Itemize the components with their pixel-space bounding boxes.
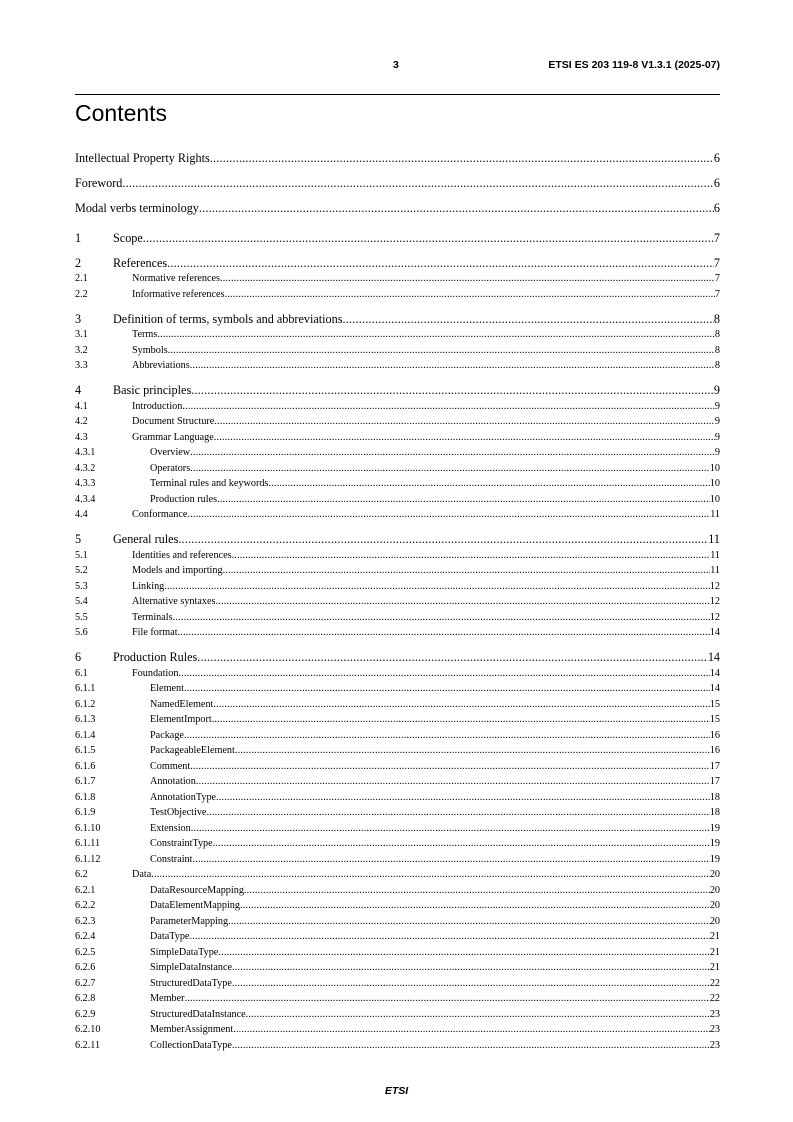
toc-entry-page: 6 <box>713 176 720 190</box>
toc-entry-page: 18 <box>709 791 720 803</box>
page-header <box>75 56 720 76</box>
toc-entry-number: 2.1 <box>75 273 88 284</box>
toc-entry-number: 4.1 <box>75 400 88 412</box>
toc-entry-number: 6.2.9 <box>75 1008 96 1020</box>
page-title: Contents <box>75 100 168 126</box>
toc-dot-leader <box>244 883 710 899</box>
toc-entry-title: ParameterMapping <box>150 915 229 927</box>
toc-entry-number: 6.1.9 <box>75 807 96 818</box>
toc-entry-page: 19 <box>709 853 720 865</box>
toc-entry-title: Symbols <box>132 344 168 356</box>
toc-dot-leader <box>217 492 710 508</box>
toc-dot-leader <box>191 383 714 399</box>
toc-entry-page: 17 <box>709 776 720 787</box>
toc-entry-page: 20 <box>709 900 720 911</box>
toc-dot-leader <box>178 625 710 641</box>
toc-dot-leader <box>232 548 711 564</box>
toc-entry[interactable] <box>75 171 720 196</box>
toc-dot-leader <box>157 327 715 343</box>
toc-entry-title: File format <box>132 627 178 638</box>
toc-entry-title: StructuredDataType <box>150 977 232 989</box>
toc-entry[interactable] <box>75 231 720 247</box>
toc-entry-title: Foreword <box>75 176 123 190</box>
toc-entry[interactable] <box>75 666 720 682</box>
toc-entry-title: AnnotationType <box>150 791 217 803</box>
toc-entry-number: 5.5 <box>75 611 88 623</box>
toc-dot-leader <box>235 743 710 759</box>
toc-entry[interactable] <box>75 681 720 697</box>
toc-entry[interactable] <box>75 728 720 744</box>
toc-entry-page: 9 <box>714 447 720 458</box>
toc-entry-page: 18 <box>709 807 720 818</box>
toc-entry-title: Conformance <box>132 509 188 520</box>
toc-entry-page: 23 <box>709 1039 720 1051</box>
toc-entry-title: Alternative syntaxes <box>132 596 216 607</box>
toc-entry-page: 23 <box>709 1024 720 1035</box>
toc-entry-number: 1 <box>75 230 82 245</box>
toc-entry-page: 15 <box>709 698 720 710</box>
toc-entry-number: 6.2.11 <box>75 1039 101 1051</box>
toc-dot-leader <box>196 774 710 790</box>
toc-entry-number: 6.1 <box>75 667 88 679</box>
toc-entry-page: 7 <box>713 255 720 270</box>
toc-entry[interactable] <box>75 476 720 492</box>
toc-entry[interactable] <box>75 960 720 976</box>
toc-entry-page: 9 <box>714 416 720 427</box>
toc-dot-leader <box>343 312 714 328</box>
toc-dot-leader <box>210 146 714 171</box>
table-of-contents <box>75 146 720 1053</box>
toc-entry-page: 22 <box>709 993 720 1004</box>
toc-entry-page: 20 <box>709 915 720 927</box>
toc-entry-page: 7 <box>714 288 720 300</box>
toc-entry-title: Annotation <box>150 776 196 787</box>
toc-entry-page: 14 <box>707 650 720 664</box>
toc-entry[interactable] <box>75 743 720 759</box>
toc-entry-page: 11 <box>708 532 720 546</box>
toc-dot-leader <box>190 759 710 775</box>
toc-dot-leader <box>214 430 715 446</box>
toc-dot-leader <box>206 805 709 821</box>
toc-dot-leader <box>199 196 714 221</box>
toc-entry-number: 4.2 <box>75 416 88 427</box>
toc-entry[interactable] <box>75 287 720 303</box>
page-number: 3 <box>393 59 399 71</box>
page-footer: ETSI <box>384 1085 409 1097</box>
toc-entry-title: DataElementMapping <box>150 900 240 911</box>
toc-entry[interactable] <box>75 610 720 626</box>
toc-entry-number: 6.2.2 <box>75 900 96 911</box>
toc-entry-page: 8 <box>713 311 720 326</box>
toc-entry[interactable] <box>75 399 720 415</box>
toc-entry-title: Data <box>132 869 152 880</box>
toc-entry[interactable] <box>75 532 720 548</box>
toc-entry-title: SimpleDataInstance <box>150 962 233 973</box>
toc-entry-page: 14 <box>709 683 720 694</box>
toc-entry[interactable] <box>75 445 720 461</box>
toc-entry-title: MemberAssignment <box>150 1024 234 1035</box>
toc-entry-page: 19 <box>709 822 720 834</box>
toc-entry-page: 14 <box>709 627 720 638</box>
toc-entry[interactable] <box>75 945 720 961</box>
toc-dot-leader <box>143 231 714 247</box>
toc-entry-number: 5.6 <box>75 627 88 638</box>
toc-dot-leader <box>168 343 715 359</box>
document-id: ETSI ES 203 119-8 V1.3.1 (2025-07) <box>548 59 720 71</box>
toc-entry-number: 6.1.11 <box>75 838 101 849</box>
header-rule <box>75 94 720 95</box>
toc-entry-number: 6.1.8 <box>75 791 96 803</box>
toc-entry[interactable] <box>75 563 720 579</box>
toc-dot-leader <box>214 414 715 430</box>
toc-entry-title: Production rules <box>150 493 218 505</box>
toc-entry-page: 12 <box>709 596 720 607</box>
toc-entry[interactable] <box>75 976 720 992</box>
toc-entry-number: 6.2.10 <box>75 1024 101 1035</box>
toc-entry-title: Terminals <box>132 611 173 623</box>
toc-entry-number: 5 <box>75 532 82 546</box>
toc-dot-leader <box>268 476 709 492</box>
toc-entry-page: 17 <box>709 760 720 772</box>
toc-entry[interactable] <box>75 196 720 221</box>
toc-entry-title: Modal verbs terminology <box>75 201 199 215</box>
toc-entry-page: 6 <box>713 151 720 165</box>
toc-entry-number: 6.2.5 <box>75 946 96 958</box>
toc-dot-leader <box>151 867 710 883</box>
toc-dot-leader <box>173 610 710 626</box>
toc-entry[interactable] <box>75 383 720 399</box>
toc-entry-page: 14 <box>709 667 720 679</box>
toc-dot-leader <box>192 852 709 868</box>
toc-entry-page: 12 <box>709 580 720 592</box>
toc-entry[interactable] <box>75 430 720 446</box>
toc-dot-leader <box>190 358 715 374</box>
toc-entry-number: 4.3.4 <box>75 493 96 505</box>
toc-entry-number: 4.3.2 <box>75 462 96 474</box>
toc-entry-title: Element <box>150 683 184 694</box>
toc-entry[interactable] <box>75 790 720 806</box>
toc-entry[interactable] <box>75 358 720 374</box>
toc-entry[interactable] <box>75 1007 720 1023</box>
toc-dot-leader <box>246 1007 710 1023</box>
toc-entry-page: 23 <box>709 1008 720 1020</box>
toc-entry-number: 5.2 <box>75 565 88 576</box>
toc-entry-title: SimpleDataType <box>150 946 219 958</box>
toc-entry[interactable] <box>75 594 720 610</box>
toc-entry[interactable] <box>75 821 720 837</box>
toc-entry-page: 9 <box>714 400 720 412</box>
toc-entry-page: 11 <box>710 549 720 561</box>
toc-entry-title: Informative references <box>132 288 225 300</box>
toc-entry-page: 8 <box>714 329 720 340</box>
toc-entry-number: 3.3 <box>75 360 88 371</box>
toc-entry-title: DataType <box>150 931 190 942</box>
toc-entry-title: Linking <box>132 580 165 592</box>
toc-entry-page: 10 <box>709 493 720 505</box>
toc-entry-number: 3.2 <box>75 344 88 356</box>
toc-entry-page: 20 <box>709 869 720 880</box>
toc-entry-number: 4.3.3 <box>75 478 96 489</box>
toc-entry-title: ElementImport <box>150 714 212 725</box>
toc-entry-title: CollectionDataType <box>150 1039 232 1051</box>
toc-dot-leader <box>232 1038 710 1054</box>
toc-dot-leader <box>189 929 709 945</box>
toc-entry[interactable] <box>75 625 720 641</box>
toc-entry-page: 10 <box>709 478 720 489</box>
toc-entry-title: Scope <box>113 230 143 245</box>
toc-entry[interactable] <box>75 991 720 1007</box>
toc-entry[interactable] <box>75 759 720 775</box>
toc-entry-title: Introduction <box>132 400 183 412</box>
toc-entry-number: 6.1.12 <box>75 853 101 865</box>
toc-entry[interactable] <box>75 836 720 852</box>
toc-entry-page: 10 <box>709 462 720 474</box>
toc-entry-number: 6.1.4 <box>75 729 96 741</box>
toc-entry-title: Document Structure <box>132 416 215 427</box>
toc-entry-number: 6.2.3 <box>75 915 96 927</box>
toc-entry-title: Intellectual Property Rights <box>75 151 210 165</box>
toc-entry[interactable] <box>75 852 720 868</box>
toc-dot-leader <box>212 712 710 728</box>
toc-dot-leader <box>223 563 711 579</box>
toc-entry-number: 4.3 <box>75 431 88 443</box>
toc-entry[interactable] <box>75 898 720 914</box>
toc-entry-number: 4 <box>75 383 82 397</box>
toc-dot-leader <box>220 271 715 287</box>
toc-entry[interactable] <box>75 805 720 821</box>
toc-entry-number: 5.3 <box>75 580 88 592</box>
toc-entry[interactable] <box>75 256 720 272</box>
toc-entry[interactable] <box>75 712 720 728</box>
toc-dot-leader <box>167 256 714 272</box>
toc-entry[interactable] <box>75 312 720 328</box>
toc-entry-page: 21 <box>709 946 720 958</box>
toc-entry-number: 6.2.8 <box>75 993 96 1004</box>
toc-entry-page: 12 <box>709 611 720 623</box>
toc-entry-number: 3.1 <box>75 329 88 340</box>
toc-entry-title: Identities and references <box>132 549 232 561</box>
toc-entry-title: Terminal rules and keywords <box>150 478 269 489</box>
toc-entry-title: Abbreviations <box>132 360 190 371</box>
toc-entry-number: 6.2.4 <box>75 931 96 942</box>
toc-entry-title: Models and importing <box>132 565 223 576</box>
toc-entry[interactable] <box>75 883 720 899</box>
toc-entry-title: Overview <box>150 447 191 458</box>
toc-entry[interactable] <box>75 146 720 171</box>
toc-entry[interactable] <box>75 914 720 930</box>
toc-dot-leader <box>228 914 710 930</box>
toc-dot-leader <box>213 697 709 713</box>
toc-dot-leader <box>197 650 708 666</box>
toc-entry-title: Grammar Language <box>132 431 214 443</box>
toc-entry-number: 2 <box>75 255 82 270</box>
toc-dot-leader <box>184 681 710 697</box>
toc-dot-leader <box>224 287 714 303</box>
toc-entry-title: ConstraintType <box>150 838 213 849</box>
toc-entry-page: 6 <box>713 201 720 215</box>
toc-dot-leader <box>190 461 710 477</box>
toc-entry-page: 7 <box>713 230 720 245</box>
toc-entry[interactable] <box>75 774 720 790</box>
toc-entry-title: Normative references <box>132 273 220 284</box>
toc-dot-leader <box>122 171 714 196</box>
toc-entry-number: 6.2.1 <box>75 884 96 896</box>
toc-entry[interactable] <box>75 548 720 564</box>
toc-entry-title: Definition of terms, symbols and abbreviations <box>113 311 343 326</box>
toc-dot-leader <box>216 790 710 806</box>
toc-entry-title: Basic principles <box>113 383 192 397</box>
toc-entry[interactable] <box>75 492 720 508</box>
toc-dot-leader <box>164 579 710 595</box>
toc-entry-page: 9 <box>713 383 720 397</box>
toc-entry-number: 3 <box>75 311 82 326</box>
toc-entry-number: 6.1.1 <box>75 683 96 694</box>
toc-entry-title: PackageableElement <box>150 745 235 756</box>
toc-dot-leader <box>182 399 715 415</box>
toc-dot-leader <box>187 507 710 523</box>
toc-entry-page: 21 <box>709 931 720 942</box>
toc-entry[interactable] <box>75 929 720 945</box>
toc-entry[interactable] <box>75 461 720 477</box>
toc-entry[interactable] <box>75 1038 720 1054</box>
toc-entry[interactable] <box>75 271 720 287</box>
toc-entry[interactable] <box>75 697 720 713</box>
toc-entry-title: Terms <box>132 329 158 340</box>
toc-entry-title: Production Rules <box>113 650 198 664</box>
toc-entry[interactable] <box>75 343 720 359</box>
toc-entry-title: Extension <box>150 822 191 834</box>
toc-entry-page: 8 <box>714 360 720 371</box>
toc-entry-number: 6.2.6 <box>75 962 96 973</box>
toc-entry-page: 16 <box>709 745 720 756</box>
toc-entry-number: 6.2 <box>75 869 88 880</box>
toc-entry-title: References <box>113 255 168 270</box>
toc-entry-number: 4.4 <box>75 509 88 520</box>
toc-dot-leader <box>215 594 709 610</box>
toc-entry-page: 11 <box>710 565 720 576</box>
toc-entry-number: 4.3.1 <box>75 447 96 458</box>
toc-entry-title: DataResourceMapping <box>150 884 244 896</box>
toc-entry-title: Member <box>150 993 185 1004</box>
toc-entry[interactable] <box>75 1022 720 1038</box>
toc-entry-page: 15 <box>709 714 720 725</box>
toc-entry-number: 6.1.7 <box>75 776 96 787</box>
toc-entry[interactable] <box>75 327 720 343</box>
toc-entry[interactable] <box>75 414 720 430</box>
toc-entry-title: Constraint <box>150 853 193 865</box>
toc-entry-title: Package <box>150 729 184 741</box>
toc-entry-title: NamedElement <box>150 698 214 710</box>
toc-entry[interactable] <box>75 867 720 883</box>
toc-entry-title: General rules <box>113 532 179 546</box>
toc-entry-page: 16 <box>709 729 720 741</box>
toc-entry-title: Foundation <box>132 667 179 679</box>
toc-entry-page: 11 <box>710 509 720 520</box>
toc-entry-page: 9 <box>714 431 720 443</box>
toc-entry[interactable] <box>75 507 720 523</box>
toc-entry-page: 21 <box>709 962 720 973</box>
toc-entry-page: 22 <box>709 977 720 989</box>
toc-entry-page: 20 <box>709 884 720 896</box>
toc-entry-number: 2.2 <box>75 288 88 300</box>
toc-entry-page: 19 <box>709 838 720 849</box>
toc-entry-number: 6.1.5 <box>75 745 96 756</box>
toc-entry[interactable] <box>75 579 720 595</box>
toc-entry-number: 5.4 <box>75 596 88 607</box>
toc-entry-number: 6.1.10 <box>75 822 101 834</box>
toc-dot-leader <box>178 666 709 682</box>
toc-dot-leader <box>185 991 710 1007</box>
toc-dot-leader <box>213 836 710 852</box>
toc-dot-leader <box>184 728 710 744</box>
toc-dot-leader <box>190 445 715 461</box>
toc-dot-leader <box>191 821 710 837</box>
toc-dot-leader <box>218 945 709 961</box>
toc-entry-page: 7 <box>714 273 720 284</box>
toc-entry-title: TestObjective <box>150 807 207 818</box>
toc-entry-number: 6.1.2 <box>75 698 96 710</box>
toc-entry-number: 6.1.6 <box>75 760 96 772</box>
toc-entry-title: Operators <box>150 462 191 474</box>
toc-entry-number: 5.1 <box>75 549 88 561</box>
toc-entry-number: 6 <box>75 650 82 664</box>
toc-dot-leader <box>233 1022 710 1038</box>
toc-dot-leader <box>178 532 708 548</box>
toc-entry-number: 6.1.3 <box>75 714 96 725</box>
toc-entry-page: 8 <box>714 344 720 356</box>
toc-dot-leader <box>232 960 710 976</box>
toc-entry[interactable] <box>75 650 720 666</box>
toc-entry-number: 6.2.7 <box>75 977 96 989</box>
toc-dot-leader <box>232 976 710 992</box>
toc-dot-leader <box>240 898 710 914</box>
toc-entry-title: StructuredDataInstance <box>150 1008 246 1020</box>
toc-entry-title: Comment <box>150 760 191 772</box>
